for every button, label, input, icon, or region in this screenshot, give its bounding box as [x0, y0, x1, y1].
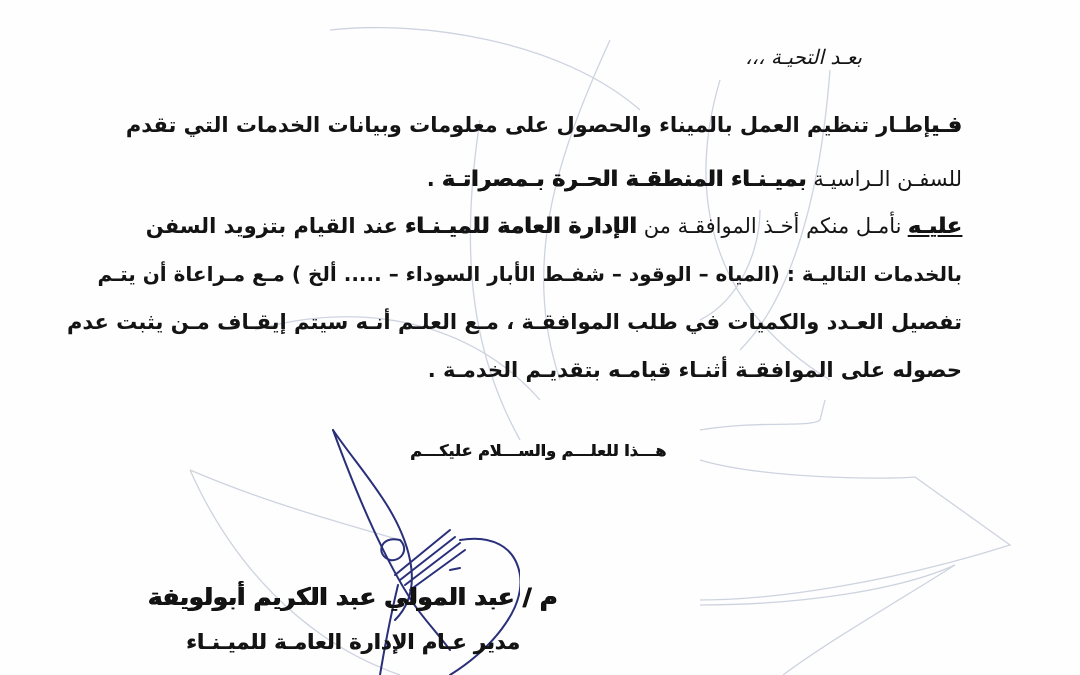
port-name-emphasis: بميـنـاء المنطقـة الحـرة بـمصراتـة — [442, 167, 807, 192]
closing-salutation: هـــذا للعلـــم والســـلام عليكـــم — [410, 441, 667, 460]
authority-emphasis: الإدارة العامة للميـنـاء — [405, 214, 638, 239]
paragraph2-line3: تفصيل العـدد والكميات في طلب الموافقـة ، مـع العلـم أنـه سيتم إيقـاف مـن يثبت عدم — [66, 310, 962, 334]
body-text: إطـار تنظيم العمل بالميناء والحصول على معلومات وبيانات الخدمات التي تقدم — [125, 113, 932, 137]
paragraph2-line1 — [146, 214, 962, 239]
body-text: عند القيام بتزويد السفن — [145, 214, 406, 238]
paragraph2-line4: حصوله على الموافقـة أثنـاء قيامـه بتقديـم الخدمـة . — [427, 358, 962, 382]
paragraph2-line2: بالخدمات التاليـة : (المياه – الوقود – شفـط الأبار السوداء – ..... ألخ ) مـع مـراعاة أن يتـم — [97, 262, 962, 286]
signatory-title: مدير عـام الإدارة العامـة للميـنـاء — [186, 630, 520, 654]
signatory-name: م / عبد المولي عبد الكريم أبولويفة — [148, 583, 558, 611]
greeting: بعـد التحيـة ،،، — [745, 45, 862, 69]
body-text: . — [426, 167, 443, 191]
body-text: نأمـل منكم أخـذ الموافقـة من — [637, 214, 909, 238]
paragraph1-line2 — [427, 167, 962, 192]
body-text: للسفـن الـراسيـة — [806, 167, 962, 191]
emphasis-text: فـي — [931, 113, 962, 138]
emphasis-text: عليـه — [908, 214, 962, 239]
paragraph1-line1 — [126, 113, 962, 138]
